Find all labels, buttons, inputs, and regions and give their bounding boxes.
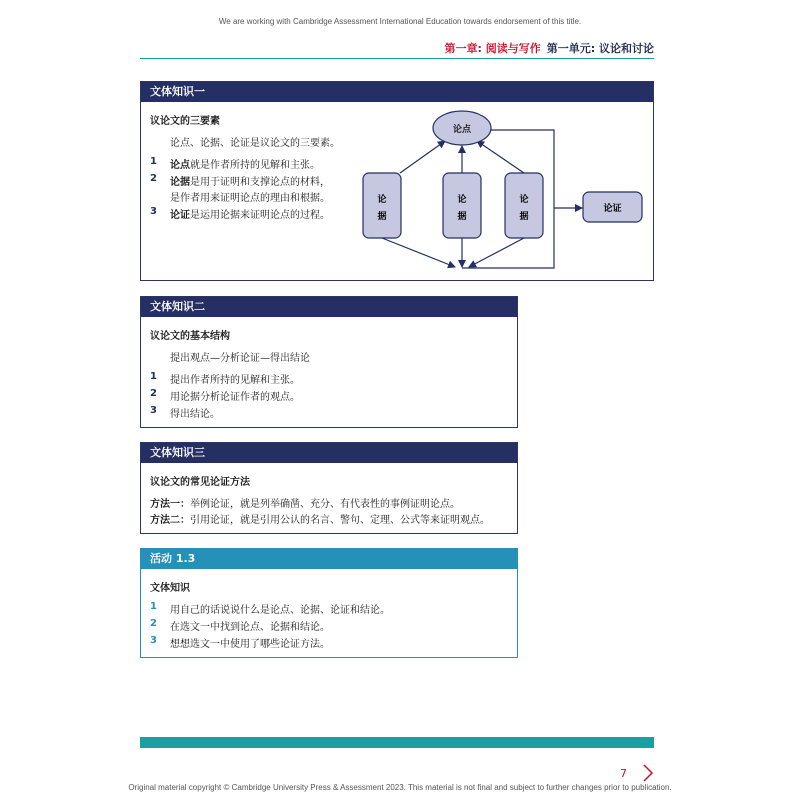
arrow-evidence3-down xyxy=(469,238,524,267)
knowledge-box-2 xyxy=(140,296,518,428)
list-number: 1 xyxy=(150,371,157,382)
box-3-title: 文体知识三 xyxy=(141,443,517,463)
arrow-evidence1-to-claim xyxy=(400,141,445,173)
list-number: 1 xyxy=(150,156,157,167)
list-number: 2 xyxy=(150,388,157,399)
evidence-node-1 xyxy=(363,173,401,238)
chapter-title: 第一章: 阅读与写作 xyxy=(444,42,541,55)
box-2-subtitle: 议论文的基本结构 xyxy=(150,331,230,342)
list-item: 用论据分析论证作者的观点。 xyxy=(170,392,300,403)
method-label: 方法二： xyxy=(150,515,190,526)
unit-title: 第一单元: 议论和讨论 xyxy=(546,42,654,55)
footer-bar xyxy=(140,737,654,748)
demonstration-node-label: 论证 xyxy=(603,204,622,214)
evidence-node-3-char2: 据 xyxy=(519,212,529,222)
copyright-notice: Original material copyright © Cambridge University Press & Assessment 2023. This material is not final and subject to further changes prior to publication. xyxy=(128,783,672,792)
page-number: 7 xyxy=(620,767,627,780)
knowledge-box-1 xyxy=(140,81,654,281)
activity-title: 活动 1.3 xyxy=(141,549,517,569)
box-3-subtitle: 议论文的常见论证方法 xyxy=(150,477,250,488)
header-rule xyxy=(140,58,654,59)
list-number: 2 xyxy=(150,618,157,629)
list-item: 用自己的话说说什么是论点、论据、论证和结论。 xyxy=(170,605,390,616)
evidence-node-1-char1: 论 xyxy=(377,195,387,205)
list-item-continuation: 是作者用来证明论点的理由和根据。 xyxy=(170,193,330,204)
claim-node-label: 论点 xyxy=(452,125,472,135)
list-item: 论点就是作者所持的见解和主张。 xyxy=(170,160,320,171)
method-label: 方法一： xyxy=(150,499,190,510)
term: 论据 xyxy=(170,177,190,188)
evidence-node-1-char2: 据 xyxy=(377,212,387,222)
evidence-node-2-char2: 据 xyxy=(457,212,467,222)
activity-subtitle: 文体知识 xyxy=(150,583,190,594)
method-line: 方法一：举例论证，就是列举确凿、充分、有代表性的事例证明论点。 xyxy=(150,499,460,510)
list-item: 得出结论。 xyxy=(170,409,220,420)
evidence-node-2 xyxy=(443,173,481,238)
list-number: 3 xyxy=(150,635,157,646)
box-1-intro: 论点、论据、论证是议论文的三要素。 xyxy=(170,138,340,149)
arrow-evidence1-down xyxy=(382,238,455,267)
term: 论证 xyxy=(170,210,190,221)
box-2-intro: 提出观点—分析论证—得出结论 xyxy=(170,353,310,364)
knowledge-box-3 xyxy=(140,442,518,534)
evidence-node-3-char1: 论 xyxy=(519,195,529,205)
list-number: 3 xyxy=(150,405,157,416)
list-number: 3 xyxy=(150,206,157,217)
list-item: 论证是运用论据来证明论点的过程。 xyxy=(170,210,330,221)
activity-box xyxy=(140,548,518,658)
box-1-title: 文体知识一 xyxy=(141,82,653,102)
chapter-breadcrumb xyxy=(445,40,654,56)
evidence-node-3 xyxy=(505,173,543,238)
method-line: 方法二：引用论证，就是引用公认的名言、警句、定理、公式等来证明观点。 xyxy=(150,515,490,526)
arrow-evidence3-to-claim xyxy=(477,141,524,173)
box-1-subtitle: 议论文的三要素 xyxy=(150,116,220,127)
list-item: 论据是用于证明和支撑论点的材料， xyxy=(170,177,330,188)
chevron-right-icon[interactable] xyxy=(642,764,654,782)
endorsement-notice: We are working with Cambridge Assessment International Education towards endorsement of this title. xyxy=(218,17,582,26)
list-number: 2 xyxy=(150,173,157,184)
box-2-title: 文体知识二 xyxy=(141,297,517,317)
list-item: 提出作者所持的见解和主张。 xyxy=(170,375,300,386)
argument-elements-diagram xyxy=(359,84,649,274)
list-item: 在选文一中找到论点、论据和结论。 xyxy=(170,622,330,633)
term: 论点 xyxy=(170,160,190,171)
evidence-node-2-char1: 论 xyxy=(457,195,467,205)
list-number: 1 xyxy=(150,601,157,612)
list-item: 想想选文一中使用了哪些论证方法。 xyxy=(170,639,330,650)
